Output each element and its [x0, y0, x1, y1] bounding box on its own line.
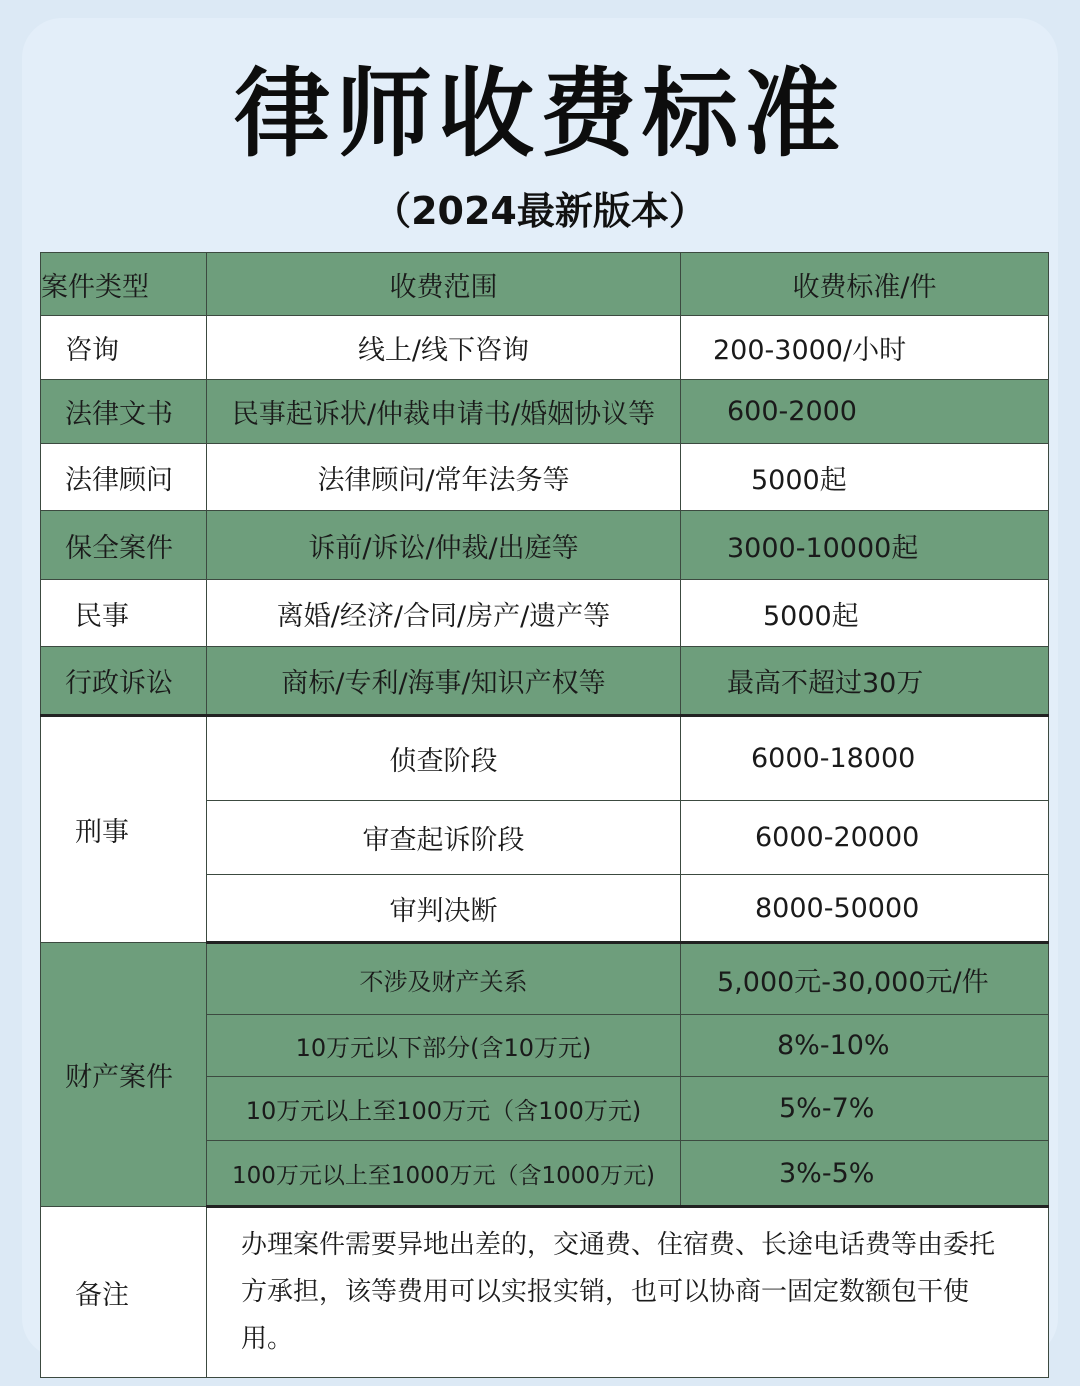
property-type: 财产案件	[41, 943, 207, 1207]
criminal-type: 刑事	[41, 716, 207, 943]
row-type: 保全案件	[41, 511, 207, 580]
criminal-stage-fee: 6000-18000	[681, 716, 1049, 801]
property-tier-fee: 5,000元-30,000元/件	[681, 943, 1049, 1015]
property-tier-fee: 8%-10%	[681, 1015, 1049, 1077]
remark-label: 备注	[41, 1207, 207, 1378]
remark-row	[41, 1207, 1049, 1378]
row-scope: 商标/专利/海事/知识产权等	[207, 647, 681, 716]
criminal-stage-scope: 侦查阶段	[207, 716, 681, 801]
property-row	[41, 943, 1049, 1015]
criminal-stage-scope: 审判决断	[207, 875, 681, 943]
header-fee: 收费标准/件	[681, 253, 1049, 316]
row-scope: 线上/线下咨询	[207, 316, 681, 380]
row-type: 咨询	[41, 316, 207, 380]
property-tier-scope: 10万元以下部分(含10万元)	[207, 1015, 681, 1077]
table-row	[41, 511, 1049, 580]
fee-table	[40, 252, 1049, 1378]
page-subtitle: （2024最新版本）	[373, 189, 707, 233]
page-title: 律师收费标准	[234, 57, 846, 170]
criminal-stage-scope: 审查起诉阶段	[207, 801, 681, 875]
table-header-row	[41, 253, 1049, 316]
row-fee: 600-2000	[681, 380, 1049, 444]
criminal-row	[41, 716, 1049, 801]
row-fee: 5000起	[681, 580, 1049, 647]
row-type: 法律文书	[41, 380, 207, 444]
property-tier-fee: 5%-7%	[681, 1077, 1049, 1141]
remark-text: 办理案件需要异地出差的，交通费、住宿费、长途电话费等由委托方承担，该等费用可以实报实销，也可以协商一固定数额包干使用。	[207, 1207, 1049, 1378]
row-scope: 离婚/经济/合同/房产/遗产等	[207, 580, 681, 647]
criminal-stage-fee: 6000-20000	[681, 801, 1049, 875]
header-scope: 收费范围	[207, 253, 681, 316]
row-type: 法律顾问	[41, 444, 207, 511]
table-row	[41, 580, 1049, 647]
row-scope: 法律顾问/常年法务等	[207, 444, 681, 511]
row-fee: 最高不超过30万	[681, 647, 1049, 716]
table-row	[41, 316, 1049, 380]
row-type: 民事	[41, 580, 207, 647]
row-scope: 民事起诉状/仲裁申请书/婚姻协议等	[207, 380, 681, 444]
criminal-stage-fee: 8000-50000	[681, 875, 1049, 943]
table-row	[41, 647, 1049, 716]
property-tier-scope: 10万元以上至100万元（含100万元)	[207, 1077, 681, 1141]
row-fee: 200-3000/小时	[681, 316, 1049, 380]
property-tier-fee: 3%-5%	[681, 1141, 1049, 1207]
row-fee: 5000起	[681, 444, 1049, 511]
property-tier-scope: 100万元以上至1000万元（含1000万元)	[207, 1141, 681, 1207]
row-scope: 诉前/诉讼/仲裁/出庭等	[207, 511, 681, 580]
header-case-type: 案件类型	[41, 253, 207, 316]
property-tier-scope: 不涉及财产关系	[207, 943, 681, 1015]
row-fee: 3000-10000起	[681, 511, 1049, 580]
table-row	[41, 444, 1049, 511]
table-row	[41, 380, 1049, 444]
row-type: 行政诉讼	[41, 647, 207, 716]
